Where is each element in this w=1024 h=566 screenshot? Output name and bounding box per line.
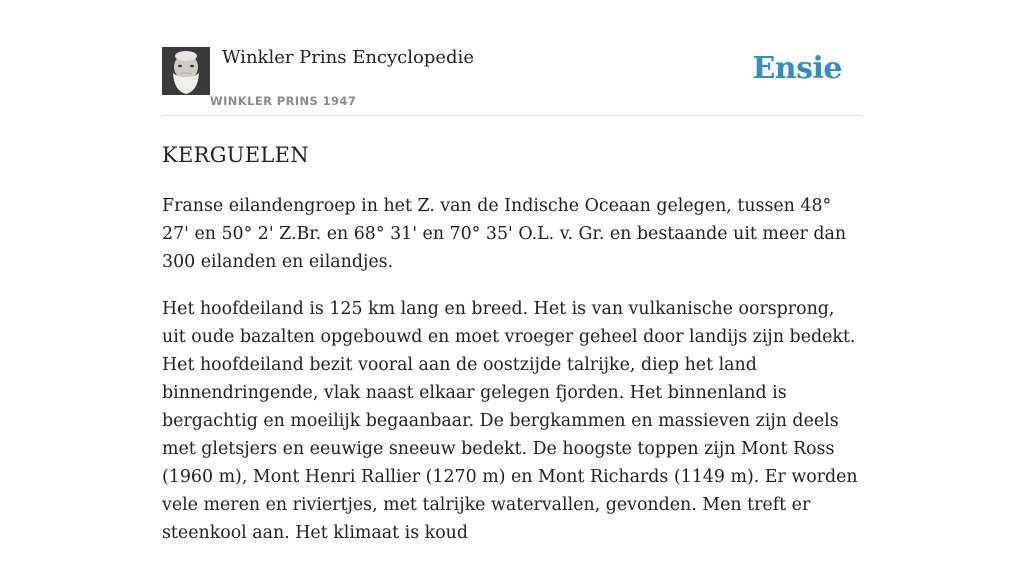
- article-paragraph: Het hoofdeiland is 125 km lang en breed. Het is van vulkanische oorsprong, uit oude bazalten opgebouwd en moet vroeger geheel door landijs zijn bedekt. Het hoofdeiland bezit vooral aan de oostzijde talrijke, diep het land binnendringende, vlak naast elkaar gelegen fjorden. Het binnenland is bergachtig en moeilijk begaanbaar. De bergkammen en massieven zijn deels met gletsjers en eeuwige sneeuw bedekt. De hoogste toppen zijn Mont Ross (1960 m), Mont Henri Rallier (1270 m) en Mont Richards (1149 m). Er worden vele meren en riviertjes, met talrijke watervallen, gevonden. Men treft er steenkool aan. Het klimaat is koud: [162, 299, 858, 543]
- bearded-man-portrait-icon: [162, 47, 210, 95]
- ensie-logo[interactable]: Ensie: [752, 51, 842, 86]
- source-title[interactable]: Winkler Prins Encyclopedie: [222, 47, 474, 68]
- source-header: [162, 0, 862, 116]
- article-paragraph: Franse eilandengroep in het Z. van de Indische Oceaan gelegen, tussen 48° 27' en 50° 2' Z.Br. en 68° 31' en 70° 35' O.L. v. Gr. en bestaande uit meer dan 300 eilanden en eilandjes.: [162, 196, 847, 272]
- article-title: KERGUELEN: [162, 143, 309, 167]
- author-avatar-icon[interactable]: [162, 47, 210, 95]
- article-body: [162, 192, 862, 566]
- source-subtitle: WINKLER PRINS 1947: [210, 94, 357, 108]
- page: [162, 0, 862, 543]
